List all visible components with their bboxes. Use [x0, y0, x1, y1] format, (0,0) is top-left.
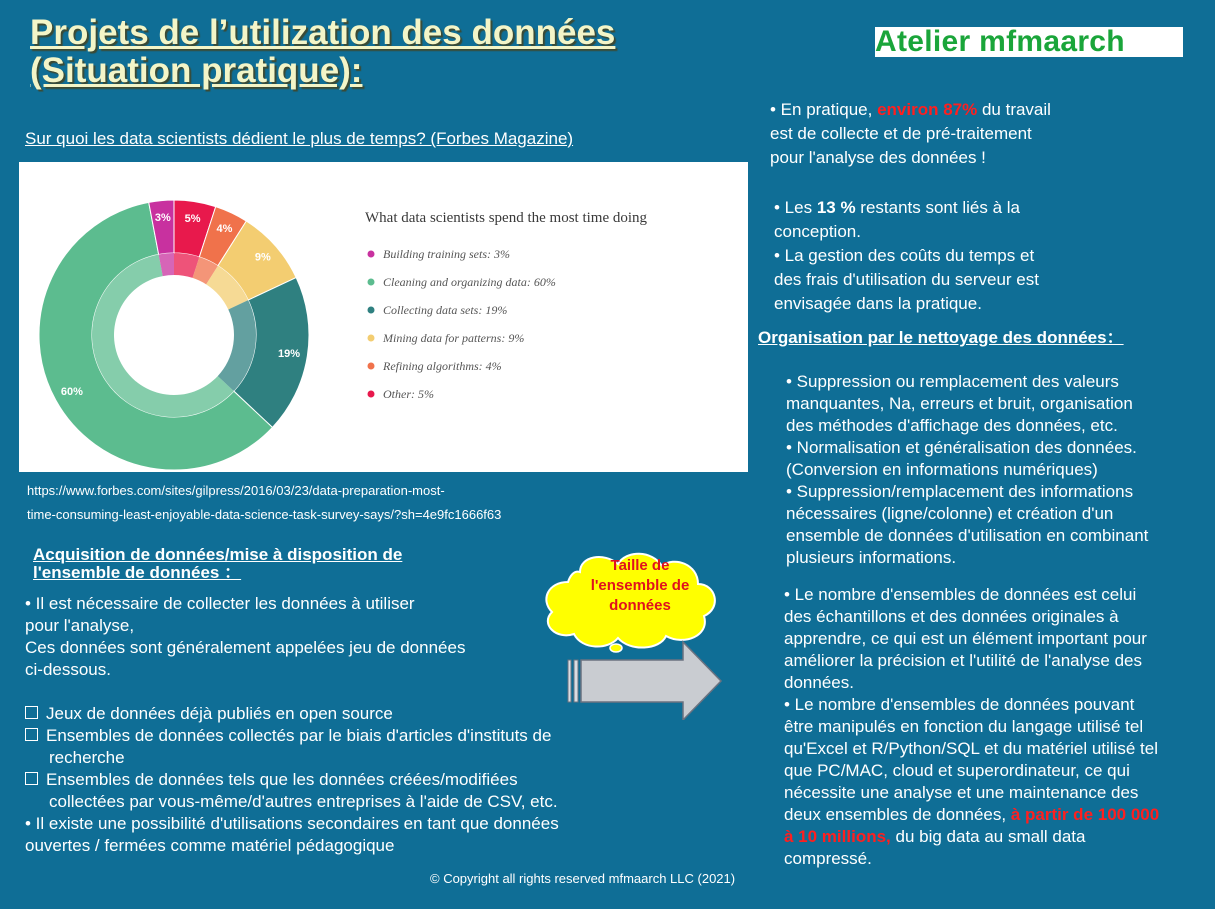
organisation-line: • Suppression/remplacement des informations [786, 482, 1134, 501]
slice-value-label: 9% [254, 251, 271, 264]
dataset-count-line: être manipulés en fonction du langage utilisé tel [784, 717, 1144, 736]
acquisition-intro-line: • Il est nécessaire de collecter les données à utiliser [25, 594, 415, 613]
donut-chart [19, 162, 748, 472]
legend-marker [368, 391, 375, 398]
organisation-line: manquantes, Na, erreurs et bruit, organisation [786, 394, 1133, 413]
legend-entry: Building training sets: 3% [383, 247, 510, 261]
legend-marker [368, 307, 375, 314]
legend-entry: Refining algorithms: 4% [383, 359, 502, 373]
organisation-heading: Organisation par le nettoyage des données： [758, 328, 1124, 347]
acquisition-intro-line: ci-dessous. [25, 660, 111, 679]
dataset-item: Ensembles de données collectés par le biais d'articles d'instituts de [25, 725, 625, 747]
chart-section-heading: Sur quoi les data scientists dédient le plus de temps? (Forbes Magazine) [25, 129, 574, 148]
practice-bullets [770, 98, 1190, 316]
dataset-count-line: données. [784, 673, 854, 692]
practice-bullet-2-line: conception. [774, 222, 861, 241]
copyright-notice: © Copyright all rights reserved mfmaarch LLC (2021) [430, 871, 736, 886]
legend-entry: Mining data for patterns: 9% [383, 331, 525, 345]
organisation-line: • Normalisation et généralisation des données. [786, 438, 1137, 457]
dataset-count-line: améliorer la précision et l'utilité de l'analyse des [784, 651, 1143, 670]
acquisition-heading-line-2: l'ensemble de données ： [33, 563, 242, 582]
practice-bullet-3-line: envisagée dans la pratique. [774, 294, 982, 313]
legend-marker [368, 279, 375, 286]
slice-value-label: 4% [216, 222, 233, 235]
organisation-line: ensemble de données d'utilisation en combinant [786, 526, 1149, 545]
slice-value-label: 3% [154, 212, 171, 225]
practice-bullet-1-line: est de collecte et de pré-traitement [770, 124, 1032, 143]
brand-logo: Atelier mfmaarch [875, 27, 1183, 57]
dataset-count-line: deux ensembles de données, à partir de 100 000 [784, 805, 1160, 824]
dataset-count-body [784, 584, 1209, 870]
legend-marker [368, 335, 375, 342]
slice-value-label: 19% [278, 348, 301, 361]
acquisition-heading-line-1: Acquisition de données/mise à disposition de [33, 545, 403, 564]
legend-marker [368, 251, 375, 258]
practice-bullet-2: • Les 13 % restants sont liés à la [774, 198, 1020, 217]
chart-panel [19, 162, 748, 472]
legend-marker [368, 363, 375, 370]
dataset-count-line: compressé. [784, 849, 872, 868]
practice-bullet-1-line: pour l'analyse des données ! [770, 148, 986, 167]
title-line-1: Projets de l’utilization des données [30, 13, 616, 52]
dataset-count-line: nécessite une analyse et une maintenance des [784, 783, 1139, 802]
dataset-item: Ensembles de données tels que les données créées/modifiées [25, 769, 625, 791]
checkbox-icon [25, 772, 38, 785]
chart-title: What data scientists spend the most time doing [365, 210, 648, 226]
practice-bullet-3: • La gestion des coûts du temps et [774, 246, 1035, 265]
page-title [30, 14, 750, 90]
dataset-count-line: des échantillons et des données originales à [784, 607, 1119, 626]
source-url-line-2: time-consuming-least-enjoyable-data-science-task-survey-says/?sh=4e9fc1666f63 [27, 507, 502, 522]
title-line-2: (Situation pratique): [30, 51, 363, 90]
cloud-callout-text: Taille de l'ensemble de données [590, 557, 690, 614]
acquisition-outro-line: ouvertes / fermées comme matériel pédagogique [25, 836, 395, 855]
acquisition-body [25, 593, 625, 857]
acquisition-intro-line: Ces données sont généralement appelées jeu de données [25, 638, 466, 657]
dataset-count-line: • Le nombre d'ensembles de données est celui [784, 585, 1137, 604]
organisation-line: (Conversion en informations numériques) [786, 460, 1098, 479]
legend-entry: Cleaning and organizing data: 60% [383, 275, 556, 289]
dataset-count-line: • Le nombre d'ensembles de données pouvant [784, 695, 1135, 714]
organisation-line: des méthodes d'affichage des données, etc. [786, 416, 1118, 435]
legend-entry: Other: 5% [383, 387, 434, 401]
dataset-count-line: à 10 millions, du big data au small data [784, 827, 1086, 846]
acquisition-intro-line: pour l'analyse, [25, 616, 135, 635]
slice-value-label: 5% [184, 212, 201, 225]
organisation-line: • Suppression ou remplacement des valeurs [786, 372, 1119, 391]
checkbox-icon [25, 706, 38, 719]
dataset-item-continued: collectées par vous-même/d'autres entreprises à l'aide de CSV, etc. [49, 792, 558, 811]
organisation-line: plusieurs informations. [786, 548, 957, 567]
checkbox-icon [25, 728, 38, 741]
dataset-item-continued: recherche [49, 748, 125, 767]
dataset-count-line: qu'Excel et R/Python/SQL et du matériel utilisé tel [784, 739, 1158, 758]
acquisition-heading [33, 546, 402, 582]
organisation-body [786, 371, 1206, 569]
practice-bullet-1: • En pratique, environ 87% du travail [770, 100, 1051, 119]
dataset-item: Jeux de données déjà publiés en open source [25, 703, 625, 725]
source-url-line-1: https://www.forbes.com/sites/gilpress/2016/03/23/data-preparation-most- [27, 483, 445, 498]
dataset-count-line: apprendre, ce qui est un élément important pour [784, 629, 1147, 648]
practice-bullet-3-line: des frais d'utilisation du serveur est [774, 270, 1039, 289]
slice-value-label: 60% [60, 386, 83, 399]
organisation-line: nécessaires (ligne/colonne) et création d'un [786, 504, 1114, 523]
right-arrow-icon [565, 640, 725, 720]
legend-entry: Collecting data sets: 19% [383, 303, 508, 317]
acquisition-outro-line: • Il existe une possibilité d'utilisations secondaires en tant que données [25, 814, 559, 833]
dataset-count-line: que PC/MAC, cloud et superordinateur, ce qui [784, 761, 1130, 780]
